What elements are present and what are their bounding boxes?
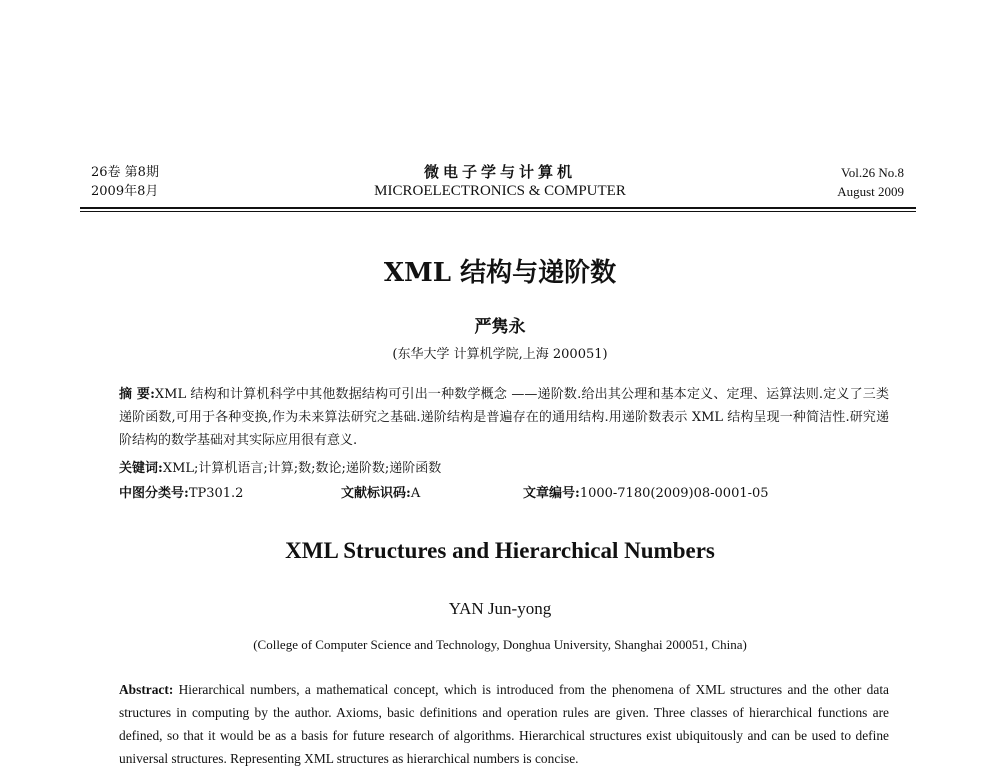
- header-left: [91, 163, 159, 201]
- date-zh: 2009年8月: [91, 184, 159, 199]
- abstract-text-en: Hierarchical numbers, a mathematical concept, which is introduced from the phenomena of XML structures and the other data structures in computing by the author. Axioms, basic definitions and operation rules are given. Three classes of hierarchical functions are defined, so that it would be as a basis for future research of algorithms. Hierarchical structures exist ubiquitously and can be used to define universal structures. Representing XML structures as hierarchical numbers is concise.: [119, 682, 889, 766]
- author-zh: 严隽永: [474, 317, 526, 337]
- abstract-en: [119, 678, 889, 770]
- keywords-text-zh: XML;计算机语言;计算;数;数论;递阶数;递阶函数: [162, 461, 442, 476]
- header-rule-thin: [80, 211, 916, 212]
- header-rule-thick: [80, 207, 916, 209]
- doc-code-field: [341, 484, 420, 504]
- keywords-zh: [119, 459, 441, 479]
- affiliation-zh: (东华大学 计算机学院,上海 200051): [392, 347, 608, 362]
- date-en: August 2009: [837, 184, 904, 199]
- doc-code-label: 文献标识码:: [341, 486, 411, 501]
- classification-row: [119, 484, 889, 504]
- clc-field: [119, 486, 243, 501]
- vol-en: Vol.26 No.8: [841, 165, 904, 180]
- clc-label: 中图分类号:: [119, 486, 189, 501]
- header-journal: [300, 163, 700, 201]
- clc-value: TP301.2: [188, 486, 244, 501]
- article-title-en: XML Structures and Hierarchical Numbers: [285, 538, 715, 563]
- author-en: YAN Jun-yong: [448, 599, 552, 618]
- doc-code-value: A: [410, 486, 421, 501]
- volume-issue: 26卷 第8期: [91, 165, 159, 180]
- journal-name-zh: 微电子学与计算机: [423, 163, 576, 181]
- article-no-field: [523, 484, 769, 504]
- affiliation-en: (College of Computer Science and Technology, Donghua University, Shanghai 200051, China): [253, 637, 747, 652]
- journal-name-en: MICROELECTRONICS & COMPUTER: [374, 183, 626, 199]
- abstract-label-en: Abstract:: [119, 682, 174, 697]
- article-no-value: 1000-7180(2009)08-0001-05: [579, 486, 769, 501]
- abstract-zh: [119, 383, 889, 452]
- header-right: [837, 163, 904, 201]
- article-title-zh: XML 结构与递阶数: [383, 258, 617, 288]
- article-no-label: 文章编号:: [523, 486, 580, 501]
- keywords-label-zh: 关键词:: [119, 461, 163, 476]
- abstract-text-zh: XML 结构和计算机科学中其他数据结构可引出一种数学概念 ——递阶数.给出其公理和基本定义、定理、运算法则.定义了三类递阶函数,可用于各种变换,作为未来算法研究之基础.递阶结构是普遍存在的通用结构.用递阶数表示 XML 结构呈现一种简洁性.研究递阶结构的数学基础对其实际应用很有意义.: [119, 387, 889, 448]
- abstract-label-zh: 摘 要:: [119, 387, 155, 402]
